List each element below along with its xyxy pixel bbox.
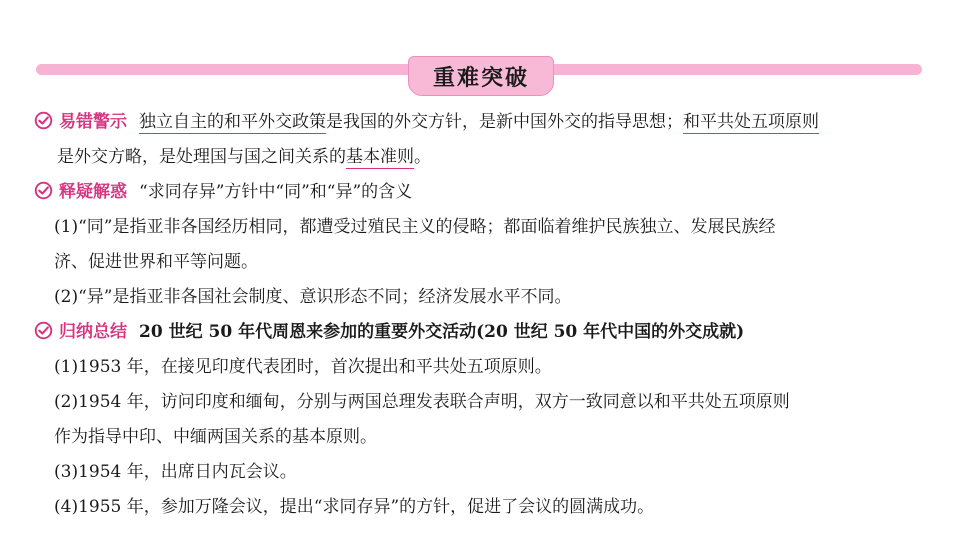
check-circle-icon (34, 321, 53, 340)
content (34, 105, 926, 525)
section-label: 释疑解惑 (59, 182, 127, 202)
section-label: 易错警示 (59, 112, 127, 132)
body-text: 是我国的外交方针，是新中国外交的指导思想； (326, 112, 683, 132)
underlined-term: 基本准则 (346, 147, 414, 167)
page-title: 重难突破 (432, 65, 529, 91)
check-circle-icon (34, 111, 53, 130)
section-label: 归纳总结 (59, 322, 127, 342)
list-item: (1)“同”是指亚非各国经历相同，都遭受过殖民主义的侵略；都面临着维护民族独立、发展民族经 (54, 217, 776, 237)
title-badge (408, 56, 554, 96)
list-item: 济、促进世界和平等问题。 (54, 252, 258, 272)
section-error-warning-cont (34, 140, 926, 175)
section-heading: “求同存异”方针中“同”和“异”的含义 (139, 182, 413, 202)
body-text: 。 (414, 147, 431, 167)
list-item: (1)1953 年，在接见印度代表团时，首次提出和平共处五项原则。 (54, 357, 552, 377)
section-error-warning (34, 105, 926, 140)
body-text: 是外交方略，是处理国与国之间关系的 (57, 147, 346, 167)
section-clarification (34, 175, 926, 210)
section-summary (34, 315, 926, 350)
list-item: (2)1954 年，访问印度和缅甸，分别与两国总理发表联合声明，双方一致同意以和平共处五项原则 (54, 392, 790, 412)
list-item: (3)1954 年，出席日内瓦会议。 (54, 462, 297, 482)
check-circle-icon (34, 181, 53, 200)
list-item: (2)“异”是指亚非各国社会制度、意识形态不同；经济发展水平不同。 (54, 287, 572, 307)
section-heading: 20 世纪 50 年代周恩来参加的重要外交活动(20 世纪 50 年代中国的外交成就) (139, 322, 745, 342)
list-item: (4)1955 年，参加万隆会议，提出“求同存异”的方针，促进了会议的圆满成功。 (54, 497, 655, 517)
underlined-term: 和平共处五项原则 (683, 112, 819, 132)
underlined-term: 独立自主的和平外交政策 (139, 112, 326, 132)
list-item: 作为指导中印、中缅两国关系的基本原则。 (54, 427, 377, 447)
